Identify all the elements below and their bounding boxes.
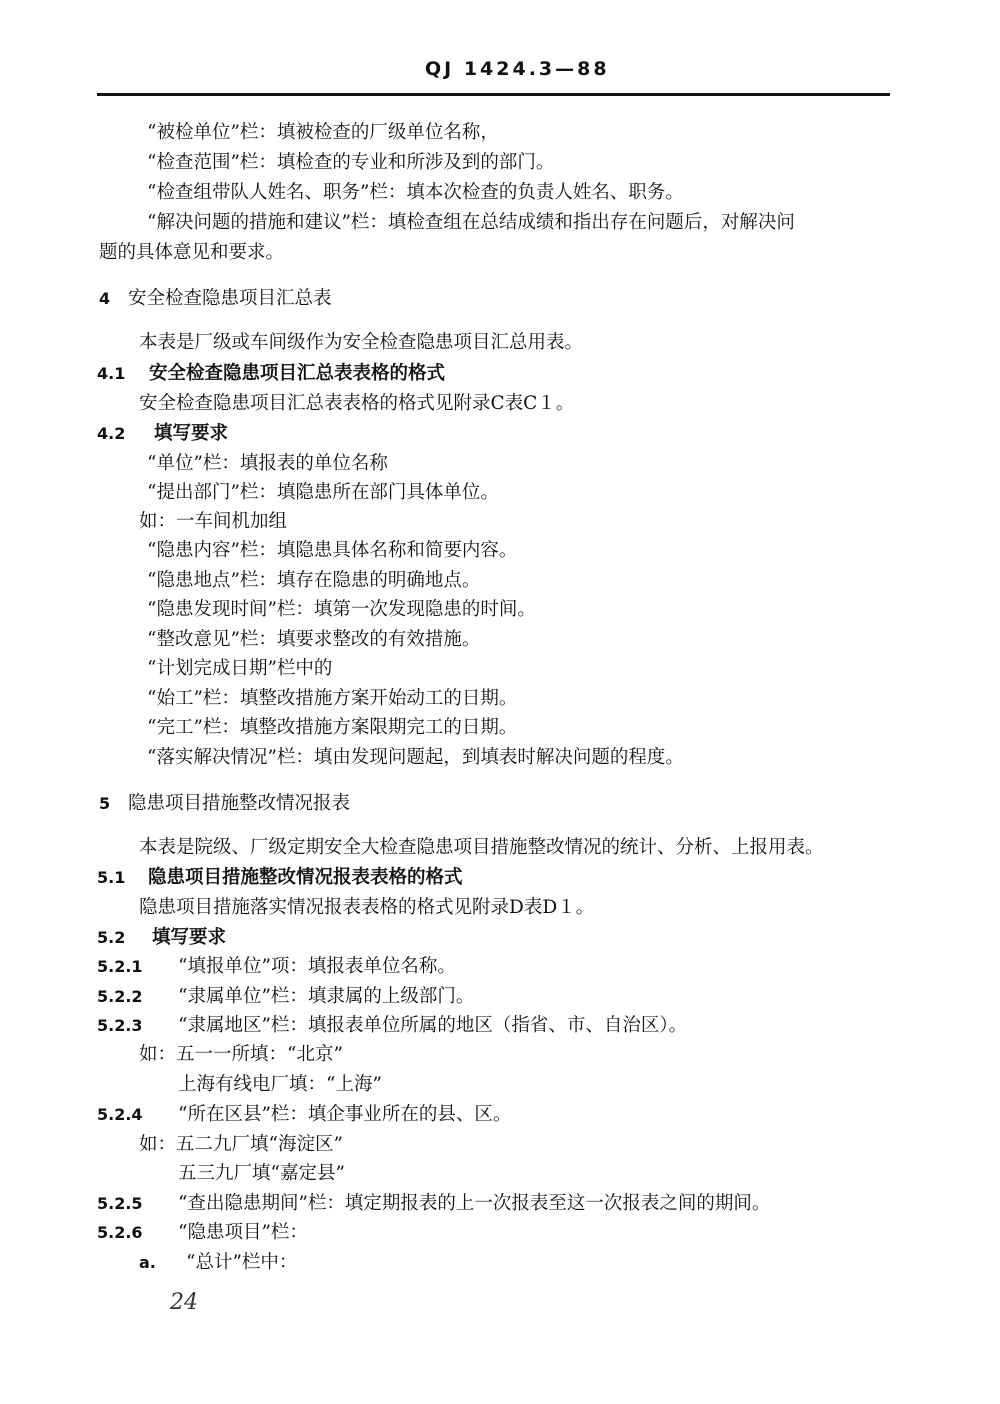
text-line: “检查范围”栏：填检查的专业和所涉及到的部门。 [147,152,555,173]
text-line: “单位”栏：填报表的单位名称 [147,453,388,474]
section-4-1-text: 安全检查隐患项目汇总表表格的格式见附录C表C１。 [139,393,575,414]
item-number: 5.2.3 [97,1016,143,1035]
page-number: 24 [170,1290,198,1315]
section-4-intro: 本表是厂级或车间级作为安全检查隐患项目汇总用表。 [139,332,584,353]
section-5-1-text: 隐患项目措施落实情况报表表格的格式见附录D表D１。 [139,897,595,918]
item-text: “隶属地区”栏：填报表单位所属的地区（指省、市、自治区）。 [178,1015,688,1036]
section-4-title: 安全检查隐患项目汇总表 [128,288,332,309]
item-number: 5.2.1 [97,957,143,976]
text-line: “提出部门”栏：填隐患所在部门具体单位。 [147,482,499,503]
example-line: 上海有线电厂填：“上海” [178,1074,382,1095]
text-line: “计划完成日期”栏中的 [147,658,333,679]
item-text: “隐患项目”栏： [178,1222,308,1243]
sub-item-label: a. [139,1253,156,1272]
item-text: “填报单位”项：填报表单位名称。 [178,956,456,977]
section-5-intro: 本表是院级、厂级定期安全大检查隐患项目措施整改情况的统计、分析、上报用表。 [139,837,824,858]
text-line: “检查组带队人姓名、职务”栏：填本次检查的负责人姓名、职务。 [147,182,684,203]
example-line: 如：五一一所填：“北京” [139,1044,343,1065]
document-code-header: QJ 1424.3—88 [425,58,610,80]
text-line: 题的具体意见和要求。 [99,242,285,263]
item-text: “隶属单位”栏：填隶属的上级部门。 [178,986,475,1007]
section-4-2-title: 填写要求 [154,423,229,444]
section-5-1-number: 5.1 [97,868,126,887]
example-line: 如：五二九厂填“海淀区” [139,1134,343,1155]
section-5-1-title: 隐患项目措施整改情况报表表格的格式 [148,867,463,888]
item-number: 5.2.2 [97,987,143,1006]
text-line: “完工”栏：填整改措施方案限期完工的日期。 [147,717,518,738]
item-number: 5.2.5 [97,1194,143,1213]
section-5-2-number: 5.2 [97,928,126,947]
section-4-1-title: 安全检查隐患项目汇总表表格的格式 [149,363,446,384]
text-line: “被检单位”栏：填被检查的厂级单位名称， [147,122,499,143]
text-line: “解决问题的措施和建议”栏：填检查组在总结成绩和指出存在问题后，对解决问 [147,212,795,233]
text-line: “落实解决情况”栏：填由发现问题起，到填表时解决问题的程度。 [147,747,684,768]
sub-item-text: “总计”栏中： [186,1252,298,1273]
text-line: “始工”栏：填整改措施方案开始动工的日期。 [147,688,518,709]
item-text: “所在区县”栏：填企事业所在的县、区。 [178,1104,512,1125]
section-5-number: 5 [99,794,111,813]
section-5-2-title: 填写要求 [152,927,227,948]
section-4-number: 4 [99,289,111,308]
item-number: 5.2.6 [97,1223,143,1242]
item-number: 5.2.4 [97,1105,143,1124]
section-5-title: 隐患项目措施整改情况报表 [128,793,351,814]
text-line: “整改意见”栏：填要求整改的有效措施。 [147,629,481,650]
section-4-2-number: 4.2 [97,424,126,443]
text-line: “隐患地点”栏：填存在隐患的明确地点。 [147,570,481,591]
header-rule [97,93,890,96]
example-line: 五三九厂填“嘉定县” [178,1163,345,1184]
section-4-1-number: 4.1 [97,364,126,383]
text-line: 如：一车间机加组 [139,511,288,532]
text-line: “隐患发现时间”栏：填第一次发现隐患的时间。 [147,599,536,620]
item-text: “查出隐患期间”栏：填定期报表的上一次报表至这一次报表之间的期间。 [178,1193,771,1214]
text-line: “隐患内容”栏：填隐患具体名称和简要内容。 [147,540,518,561]
